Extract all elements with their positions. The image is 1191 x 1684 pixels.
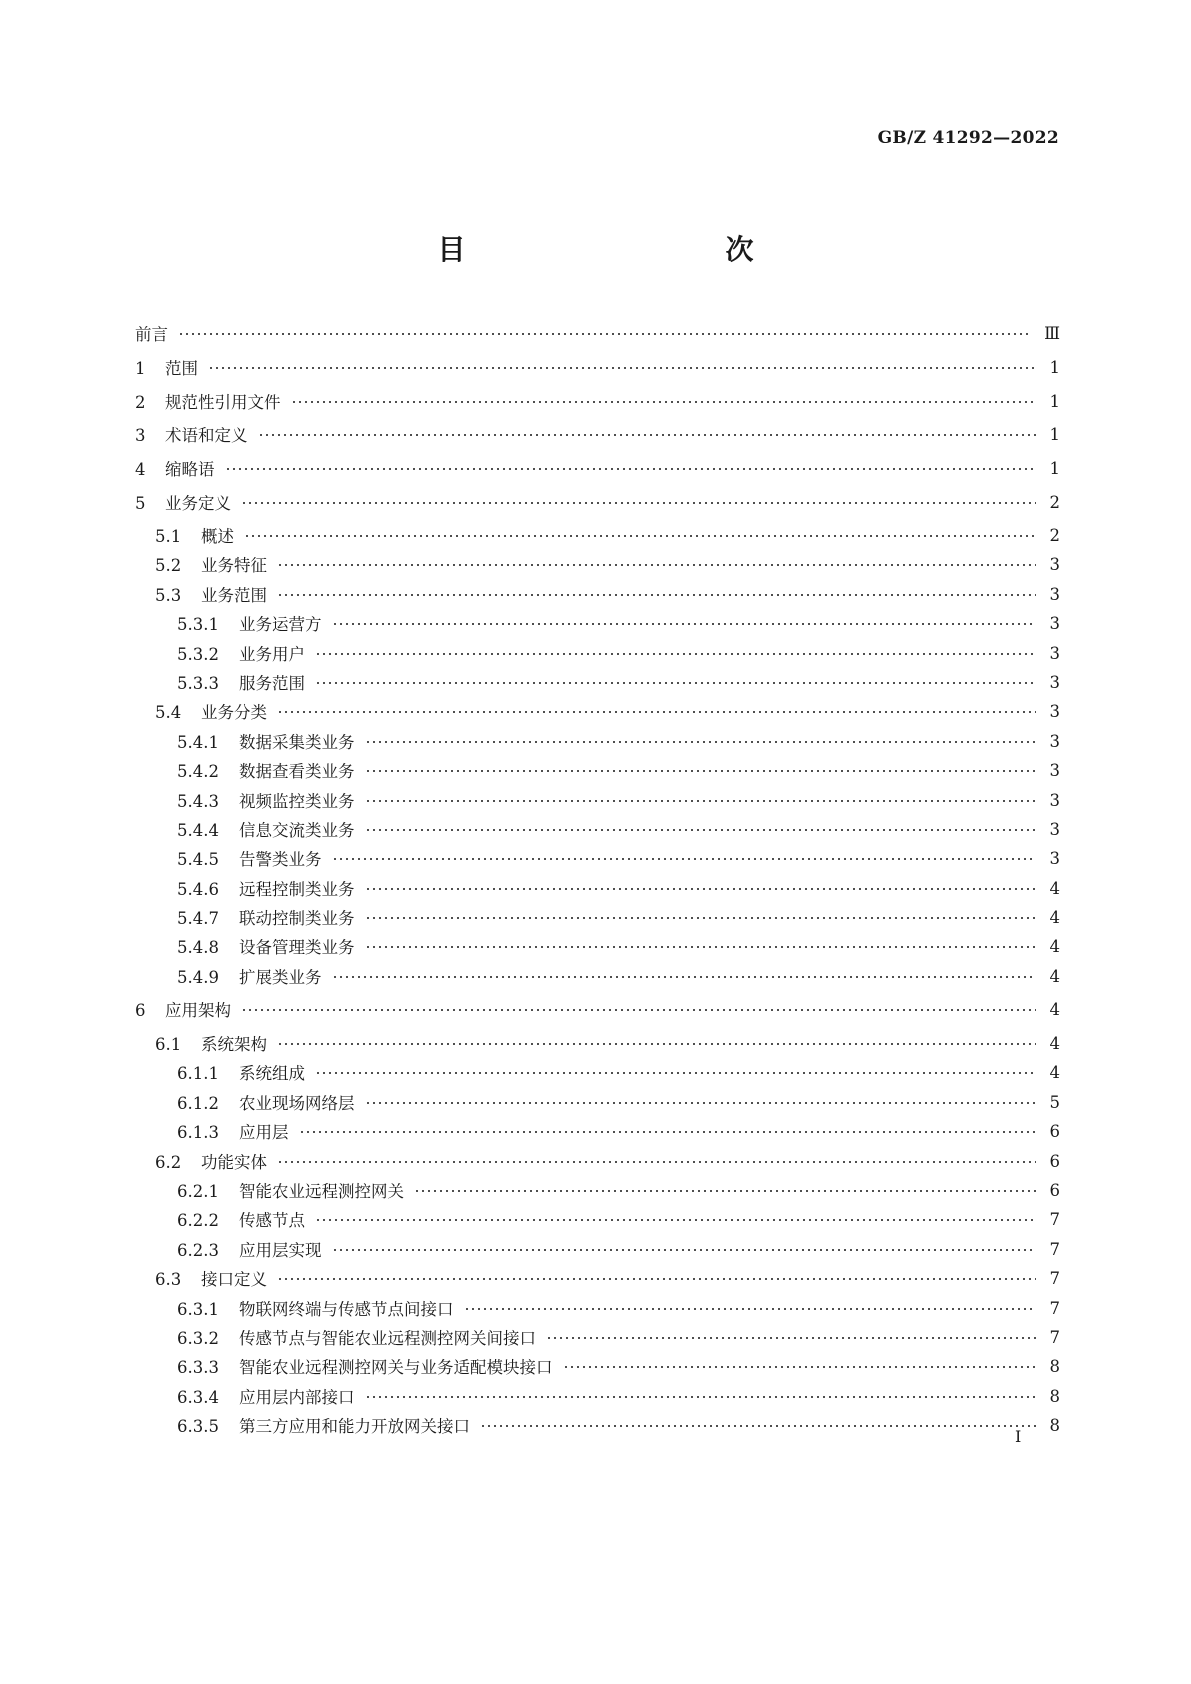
- toc-entry[interactable]: [135, 903, 1060, 931]
- toc-entry-label: 业务分类: [201, 703, 267, 722]
- toc-entry-label: 系统架构: [201, 1035, 267, 1054]
- dot-leader: [546, 1337, 1036, 1339]
- toc-entry-text: [155, 1149, 267, 1173]
- toc-entry-number: 6.2.2: [177, 1211, 219, 1230]
- toc-entry-number: 5.4.6: [177, 880, 219, 899]
- toc-entry-label: 第三方应用和能力开放网关接口: [239, 1417, 470, 1436]
- dot-leader: [332, 858, 1037, 860]
- toc-entry-number: 6.3.2: [177, 1329, 219, 1348]
- toc-entry[interactable]: [135, 932, 1060, 960]
- toc-entry-number: 5.3.1: [177, 615, 219, 634]
- toc-entry-text: [177, 1060, 305, 1084]
- toc-entry-number: 5: [135, 494, 146, 513]
- toc-entry[interactable]: [135, 815, 1060, 843]
- dot-leader: [365, 1102, 1037, 1104]
- toc-entry-label: 接口定义: [201, 1270, 267, 1289]
- toc-entry-text: [177, 1207, 305, 1231]
- toc-entry-label: 设备管理类业务: [239, 938, 355, 957]
- toc-entry-number: 6.2.3: [177, 1241, 219, 1260]
- toc-entry-page: Ⅲ: [1044, 323, 1060, 343]
- toc-entry[interactable]: [135, 639, 1060, 667]
- toc-entry[interactable]: [135, 1382, 1060, 1410]
- toc-entry-label: 缩略语: [165, 460, 215, 479]
- toc-entry[interactable]: [135, 874, 1060, 902]
- toc-entry[interactable]: [135, 1176, 1060, 1204]
- toc-entry-page: 4: [1049, 936, 1060, 956]
- toc-entry-text: [135, 321, 168, 345]
- toc-entry[interactable]: [135, 1411, 1060, 1439]
- toc-entry-text: [135, 422, 248, 446]
- toc-entry[interactable]: [135, 1117, 1060, 1145]
- toc-entry-text: [177, 1354, 553, 1378]
- toc-entry-number: 5.4.2: [177, 762, 219, 781]
- toc-entry-page: 8: [1049, 1415, 1060, 1435]
- toc-entry-page: 7: [1049, 1327, 1060, 1347]
- toc-entry-page: 1: [1049, 424, 1060, 444]
- toc-entry[interactable]: [135, 1029, 1060, 1057]
- toc-entry[interactable]: [135, 962, 1060, 990]
- toc-entry[interactable]: [135, 353, 1060, 381]
- toc-entry[interactable]: [135, 580, 1060, 608]
- toc-entry-number: 6.1.3: [177, 1123, 219, 1142]
- toc-entry-text: [135, 389, 281, 413]
- dot-leader: [291, 401, 1037, 403]
- toc-entry-number: 4: [135, 460, 146, 479]
- toc-entry-number: 5.4.4: [177, 821, 219, 840]
- page-title: 目 次: [437, 233, 822, 266]
- toc-entry[interactable]: [135, 420, 1060, 448]
- toc-entry-label: 系统组成: [239, 1064, 305, 1083]
- toc-entry-text: [177, 846, 322, 870]
- toc-entry-number: 6.3.1: [177, 1300, 219, 1319]
- toc-entry-label: 智能农业远程测控网关: [239, 1182, 404, 1201]
- dot-leader: [365, 800, 1037, 802]
- dot-leader: [299, 1131, 1037, 1133]
- toc-entry-label: 远程控制类业务: [239, 880, 355, 899]
- toc-entry[interactable]: [135, 319, 1060, 347]
- toc-entry-label: 联动控制类业务: [239, 909, 355, 928]
- dot-leader: [315, 1072, 1036, 1074]
- dot-leader: [365, 829, 1037, 831]
- page-number: Ⅰ: [1015, 1427, 1022, 1446]
- toc-entry-number: 2: [135, 393, 146, 412]
- toc-entry-number: 5.2: [155, 556, 182, 575]
- toc-entry-page: 3: [1049, 701, 1060, 721]
- toc-entry-page: 7: [1049, 1268, 1060, 1288]
- toc-entry-number: 5.4.7: [177, 909, 219, 928]
- dot-leader: [315, 653, 1036, 655]
- toc-entry-page: 3: [1049, 790, 1060, 810]
- toc-entry-text: [177, 670, 305, 694]
- toc-entry-page: 3: [1049, 584, 1060, 604]
- toc-entry[interactable]: [135, 727, 1060, 755]
- toc-entry-text: [177, 905, 355, 929]
- toc-entry-number: 5.4.1: [177, 733, 219, 752]
- toc-entry[interactable]: [135, 609, 1060, 637]
- dot-leader: [365, 917, 1037, 919]
- toc-entry-text: [177, 1119, 289, 1143]
- toc-entry[interactable]: [135, 668, 1060, 696]
- toc-entry-text: [155, 1266, 267, 1290]
- toc-entry-label: 业务用户: [239, 645, 305, 664]
- toc-entry-page: 2: [1049, 492, 1060, 512]
- toc-entry-label: 功能实体: [201, 1153, 267, 1172]
- toc-entry-number: 5.1: [155, 527, 182, 546]
- toc-entry-page: 3: [1049, 672, 1060, 692]
- toc-entry-text: [177, 1296, 454, 1320]
- toc-entry-label: 应用层: [239, 1123, 289, 1142]
- toc-entry-label: 应用层实现: [239, 1241, 322, 1260]
- toc-entry-number: 6.1: [155, 1035, 182, 1054]
- toc-entry-label: 数据采集类业务: [239, 733, 355, 752]
- toc-entry-label: 应用架构: [165, 1001, 231, 1020]
- toc-entry-text: [155, 582, 267, 606]
- toc-entry-text: [177, 876, 355, 900]
- toc-entry-page: 3: [1049, 760, 1060, 780]
- toc-entry-page: 8: [1049, 1356, 1060, 1376]
- dot-leader: [365, 946, 1037, 948]
- toc-entry[interactable]: [135, 488, 1060, 516]
- dot-leader: [244, 535, 1036, 537]
- toc-entry-page: 1: [1049, 357, 1060, 377]
- dot-leader: [258, 434, 1037, 436]
- toc-entry-text: [177, 964, 322, 988]
- toc-entry[interactable]: [135, 844, 1060, 872]
- dot-leader: [332, 1249, 1037, 1251]
- toc-entry-page: 3: [1049, 613, 1060, 633]
- dot-leader: [332, 623, 1037, 625]
- toc-entry-label: 传感节点: [239, 1211, 305, 1230]
- toc-entry-text: [135, 490, 231, 514]
- toc-entry-page: 8: [1049, 1386, 1060, 1406]
- toc-entry-label: 业务定义: [165, 494, 231, 513]
- toc-entry-page: 7: [1049, 1209, 1060, 1229]
- toc-entry-number: 6.2: [155, 1153, 182, 1172]
- dot-leader: [277, 1043, 1036, 1045]
- toc-entry-text: [177, 611, 322, 635]
- dot-leader: [464, 1308, 1037, 1310]
- toc-entry-text: [177, 1413, 470, 1437]
- toc-entry[interactable]: [135, 1235, 1060, 1263]
- toc-entry-label: 应用层内部接口: [239, 1388, 355, 1407]
- toc-entry-text: [155, 552, 267, 576]
- toc-entry-label: 范围: [165, 359, 198, 378]
- toc-entry-label: 视频监控类业务: [239, 792, 355, 811]
- toc-entry-page: 3: [1049, 554, 1060, 574]
- dot-leader: [225, 468, 1037, 470]
- toc-entry-label: 概述: [201, 527, 234, 546]
- dot-leader: [277, 564, 1036, 566]
- toc-entry-page: 4: [1049, 907, 1060, 927]
- toc-entry-page: 2: [1049, 525, 1060, 545]
- toc-entry-text: [177, 729, 355, 753]
- toc-entry[interactable]: [135, 521, 1060, 549]
- toc-entry-number: 6.2.1: [177, 1182, 219, 1201]
- dot-leader: [563, 1366, 1037, 1368]
- toc-entry-number: 1: [135, 359, 146, 378]
- toc-entry[interactable]: [135, 387, 1060, 415]
- dot-leader: [208, 367, 1036, 369]
- dot-leader: [332, 976, 1037, 978]
- toc-entry-page: 4: [1049, 1033, 1060, 1053]
- toc-entry[interactable]: [135, 697, 1060, 725]
- toc-entry-text: [177, 1178, 404, 1202]
- toc-entry-page: 3: [1049, 819, 1060, 839]
- toc-entry-label: 规范性引用文件: [165, 393, 281, 412]
- toc-entry-label: 智能农业远程测控网关与业务适配模块接口: [239, 1358, 553, 1377]
- toc-entry-text: [177, 1325, 536, 1349]
- toc-entry-number: 5.3.2: [177, 645, 219, 664]
- toc-entry-page: 1: [1049, 391, 1060, 411]
- dot-leader: [277, 1161, 1036, 1163]
- toc-entry-number: 6.3.4: [177, 1388, 219, 1407]
- dot-leader: [365, 1396, 1037, 1398]
- toc-entry-text: [155, 1031, 267, 1055]
- toc-entry[interactable]: [135, 1264, 1060, 1292]
- toc-entry-page: 1: [1049, 458, 1060, 478]
- toc-entry-page: 4: [1049, 999, 1060, 1019]
- toc-entry-number: 5.4.5: [177, 850, 219, 869]
- dot-leader: [365, 770, 1037, 772]
- toc-entry-text: [177, 1384, 355, 1408]
- dot-leader: [277, 594, 1036, 596]
- standard-code: GB/Z 41292—2022: [877, 128, 1059, 148]
- toc-entry[interactable]: [135, 1294, 1060, 1322]
- dot-leader: [178, 333, 1032, 335]
- toc-entry-page: 5: [1049, 1092, 1060, 1112]
- toc-entry[interactable]: [135, 786, 1060, 814]
- toc-entry[interactable]: [135, 550, 1060, 578]
- toc-entry-number: 6.1.2: [177, 1094, 219, 1113]
- toc-entry-text: [135, 355, 198, 379]
- dot-leader: [365, 888, 1037, 890]
- toc-entry[interactable]: [135, 995, 1060, 1023]
- toc-entry-number: 5.4.8: [177, 938, 219, 957]
- toc-entry-text: [135, 456, 215, 480]
- toc-entry-text: [177, 934, 355, 958]
- toc-entry-label: 农业现场网络层: [239, 1094, 355, 1113]
- toc-entry-number: 5.4.9: [177, 968, 219, 987]
- toc-entry[interactable]: [135, 1147, 1060, 1175]
- dot-leader: [241, 502, 1036, 504]
- toc-entry-page: 3: [1049, 848, 1060, 868]
- toc-entry-label: 服务范围: [239, 674, 305, 693]
- toc-entry-number: 5.3: [155, 586, 182, 605]
- toc-entry-page: 3: [1049, 643, 1060, 663]
- dot-leader: [277, 711, 1036, 713]
- toc-entry-number: 6.3.3: [177, 1358, 219, 1377]
- toc-entry-number: 6.3.5: [177, 1417, 219, 1436]
- toc-entry-number: 5.3.3: [177, 674, 219, 693]
- toc-entry-page: 4: [1049, 878, 1060, 898]
- toc-entry-label: 告警类业务: [239, 850, 322, 869]
- dot-leader: [241, 1009, 1036, 1011]
- toc-entry-text: [155, 523, 234, 547]
- toc-entry-number: 6.1.1: [177, 1064, 219, 1083]
- toc-entry-page: 4: [1049, 966, 1060, 986]
- toc-entry[interactable]: [135, 1352, 1060, 1380]
- dot-leader: [277, 1278, 1036, 1280]
- toc-entry-label: 业务范围: [201, 586, 267, 605]
- toc-entry-label: 物联网终端与传感节点间接口: [239, 1300, 454, 1319]
- toc-entry-text: [177, 758, 355, 782]
- toc-entry[interactable]: [135, 1323, 1060, 1351]
- toc-entry-label: 前言: [135, 325, 168, 344]
- toc-entry-page: 3: [1049, 731, 1060, 751]
- toc-entry-text: [177, 817, 355, 841]
- toc-entry-page: 7: [1049, 1239, 1060, 1259]
- toc-entry[interactable]: [135, 1058, 1060, 1086]
- toc-entry-label: 业务运营方: [239, 615, 322, 634]
- toc-entry-page: 4: [1049, 1062, 1060, 1082]
- toc-entry-label: 信息交流类业务: [239, 821, 355, 840]
- toc-entry-page: 6: [1049, 1180, 1060, 1200]
- toc-entry-number: 5.4.3: [177, 792, 219, 811]
- toc-entry-text: [177, 1090, 355, 1114]
- toc-entry[interactable]: [135, 454, 1060, 482]
- toc-entry-text: [155, 699, 267, 723]
- toc-entry-label: 术语和定义: [165, 426, 248, 445]
- dot-leader: [480, 1425, 1036, 1427]
- toc-entry-label: 传感节点与智能农业远程测控网关间接口: [239, 1329, 536, 1348]
- toc-entry-page: 7: [1049, 1298, 1060, 1318]
- toc-entry-text: [177, 641, 305, 665]
- toc-entry[interactable]: [135, 1205, 1060, 1233]
- dot-leader: [315, 1219, 1036, 1221]
- dot-leader: [365, 741, 1037, 743]
- toc-entry-label: 扩展类业务: [239, 968, 322, 987]
- dot-leader: [315, 682, 1036, 684]
- toc-entry-number: 6: [135, 1001, 146, 1020]
- toc-entry-number: 3: [135, 426, 146, 445]
- toc-entry-page: 6: [1049, 1121, 1060, 1141]
- toc-entry-label: 业务特征: [201, 556, 267, 575]
- toc-entry-number: 5.4: [155, 703, 182, 722]
- dot-leader: [414, 1190, 1036, 1192]
- toc-entry[interactable]: [135, 1088, 1060, 1116]
- toc-entry-text: [135, 997, 231, 1021]
- toc-entry[interactable]: [135, 756, 1060, 784]
- toc-entry-text: [177, 788, 355, 812]
- toc-entry-number: 6.3: [155, 1270, 182, 1289]
- toc-entry-page: 6: [1049, 1151, 1060, 1171]
- toc-entry-text: [177, 1237, 322, 1261]
- toc-entry-label: 数据查看类业务: [239, 762, 355, 781]
